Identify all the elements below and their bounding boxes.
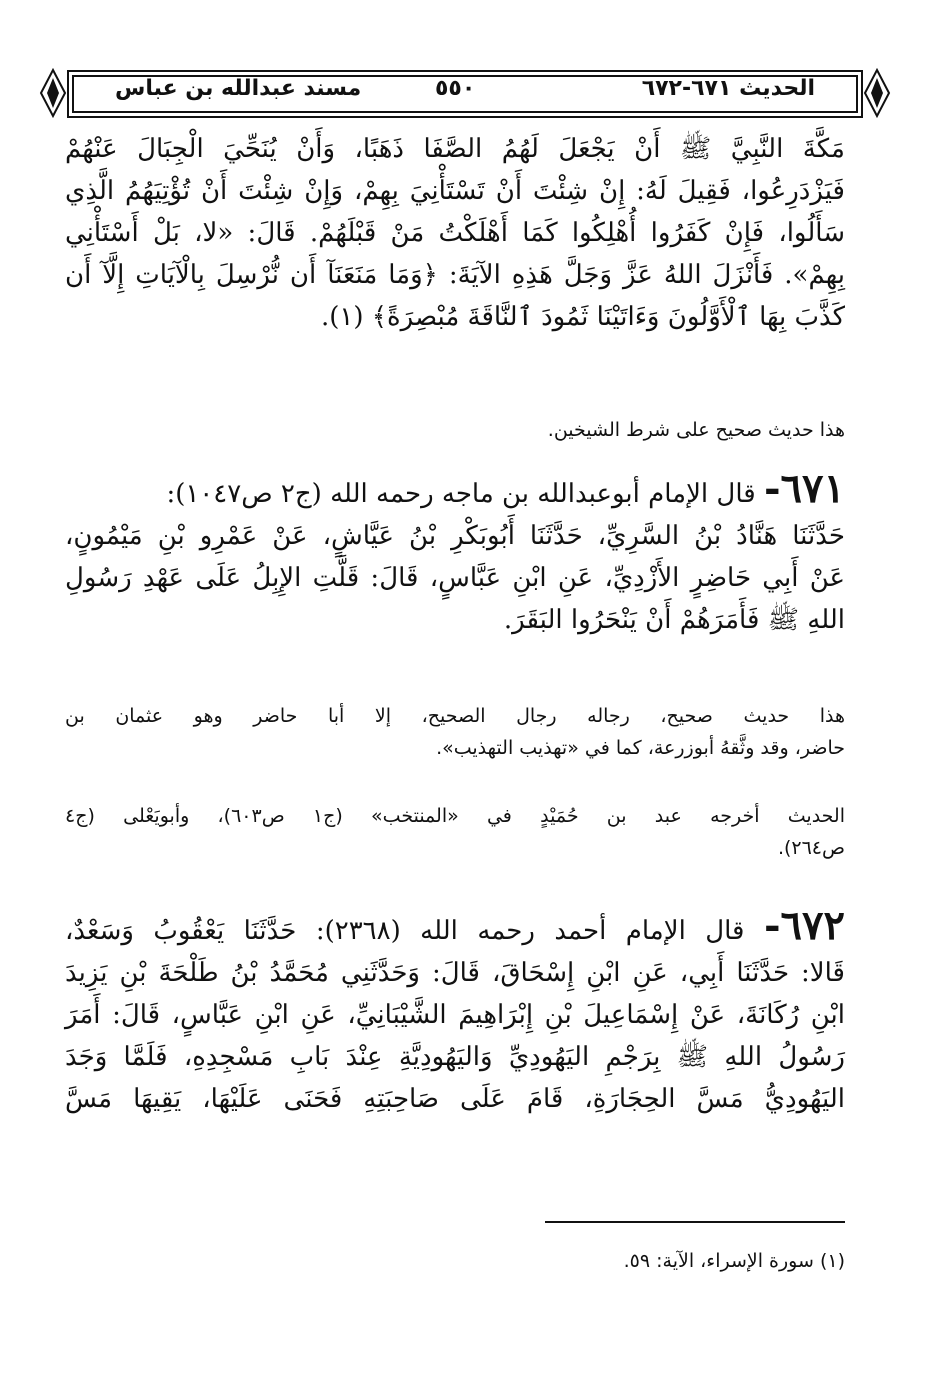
- hadith-672: [65, 902, 845, 1120]
- text-line: كَذَّبَ بِهَا ٱلْأَوَّلُونَ وَءَاتَيْنَا ثَمُودَ ٱلنَّاقَةَ مُبْصِرَةً﴾ (١).: [320, 302, 845, 332]
- continuation-text: [65, 128, 845, 338]
- takhrij-note: [65, 800, 845, 864]
- text-line: هذا حديث صحيح، رجاله رجال الصحيح، إلا أبا حاضر وهو عثمان بن: [65, 705, 845, 727]
- text-line: فَيَزْدَرِعُوا، فَقِيلَ لَهُ: إِنْ شِئْتَ أَنْ تَسْتَأْنِيَ بِهِمْ، وَإِنْ شِئْتَ أَنْ تُؤْتِيَهُمُ الَّذِي: [65, 176, 845, 206]
- book-title: مسند عبدالله بن عباس: [115, 76, 362, 101]
- text-line: مَكَّةَ النَّبِيَّ ﷺ أَنْ يَجْعَلَ لَهُمُ الصَّفَا ذَهَبًا، وَأَنْ يُنَحِّيَ الْجِبَالَ عَنْهُمْ: [65, 134, 845, 164]
- hadith-number: ٦٧٢-: [763, 902, 845, 949]
- text-line: سَأَلُوا، فَإِنْ كَفَرُوا أُهْلِكُوا كَمَا أَهْلَكْتُ مَنْ قَبْلَهُمْ. قَالَ: «لا، بَلْ أَسْتَأْنِي: [65, 218, 845, 248]
- hadith-672-heading: [65, 902, 845, 952]
- hadith-671: [65, 465, 845, 641]
- text-line: ص٢٦٤).: [777, 837, 845, 859]
- page-header: [45, 68, 885, 118]
- grade-note-2: [65, 700, 845, 764]
- hadith-source: قال الإمام أبوعبدالله بن ماجه رحمه الله (ج٢ ص١٠٤٧):: [166, 479, 756, 509]
- hadith-number: ٦٧١-: [763, 465, 845, 512]
- text-line: عَنْ أَبِي حَاضِرٍ الأَزْدِيِّ، عَنِ ابْنِ عَبَّاسٍ، قَالَ: قَلَّتِ الإِبِلُ عَلَى عَهْدِ رَسُولِ: [65, 563, 845, 593]
- ornament-left-icon: [39, 68, 67, 118]
- grade-text: هذا حديث صحيح على شرط الشيخين.: [547, 419, 845, 441]
- hadith-source: قال الإمام أحمد رحمه الله (٢٣٦٨): حَدَّثَنَا يَعْقُوبُ وَسَعْدٌ،: [65, 916, 745, 946]
- text-line: حَدَّثَنَا هَنَّادُ بْنُ السَّرِيِّ، حَدَّثَنَا أَبُوبَكْرِ بْنُ عَيَّاشٍ، عَنْ عَمْرِو بْنِ مَيْمُونٍ،: [65, 521, 845, 551]
- grade-note-1: [107, 414, 845, 446]
- text-line: بِهِمْ». فَأَنْزَلَ اللهُ عَزَّ وَجَلَّ هَذِهِ الآيَةَ: ﴿وَمَا مَنَعَنَآ أَن نُّرْسِلَ بِالْآيَاتِ إِلَّآ أَن: [65, 260, 845, 290]
- footnote-divider: [545, 1221, 845, 1223]
- text-line: اليَهُودِيُّ مَسَّ الحِجَارَةِ، قَامَ عَلَى صَاحِبَتِهِ فَحَنَى عَلَيْهَا، يَقِيهَا مَسَّ: [65, 1084, 845, 1114]
- text-line: قَالا: حَدَّثَنَا أَبِي، عَنِ ابْنِ إِسْحَاقَ، قَالَ: وَحَدَّثَنِي مُحَمَّدُ بْنُ طَلْحَةَ بْنِ يَزِيدَ: [65, 958, 845, 988]
- text-line: الحديث أخرجه عبد بن حُمَيْدٍ في «المنتخب» (ج١ ص٦٠٣)، وأبويَعْلى (ج٤: [65, 805, 845, 827]
- hadith-671-heading: [65, 465, 845, 515]
- ornament-right-icon: [863, 68, 891, 118]
- page-number: ٥٥٠: [435, 76, 476, 101]
- text-line: اللهِ ﷺ فَأَمَرَهُمْ أَنْ يَنْحَرُوا البَقَرَ.: [503, 605, 845, 635]
- footnote: (١) سورة الإسراء، الآية: ٥٩.: [623, 1250, 845, 1272]
- text-line: ابْنِ رُكَانَةَ، عَنْ إِسْمَاعِيلَ بْنِ إِبْرَاهِيمَ الشَّيْبَانِيِّ، عَنِ ابْنِ عَبَّاسٍ، قَالَ: أَمَرَ: [65, 1000, 845, 1030]
- text-line: رَسُولُ اللهِ ﷺ بِرَجْمِ اليَهُودِيِّ وَاليَهُودِيَّةِ عِنْدَ بَابِ مَسْجِدِهِ، فَلَمَّا وَجَدَ: [65, 1042, 845, 1072]
- text-line: حاضر، وقد وثَّقهُ أبوزرعة، كما في «تهذيب التهذيب».: [436, 737, 845, 759]
- hadith-range: الحديث ٦٧١-٦٧٢: [641, 76, 815, 101]
